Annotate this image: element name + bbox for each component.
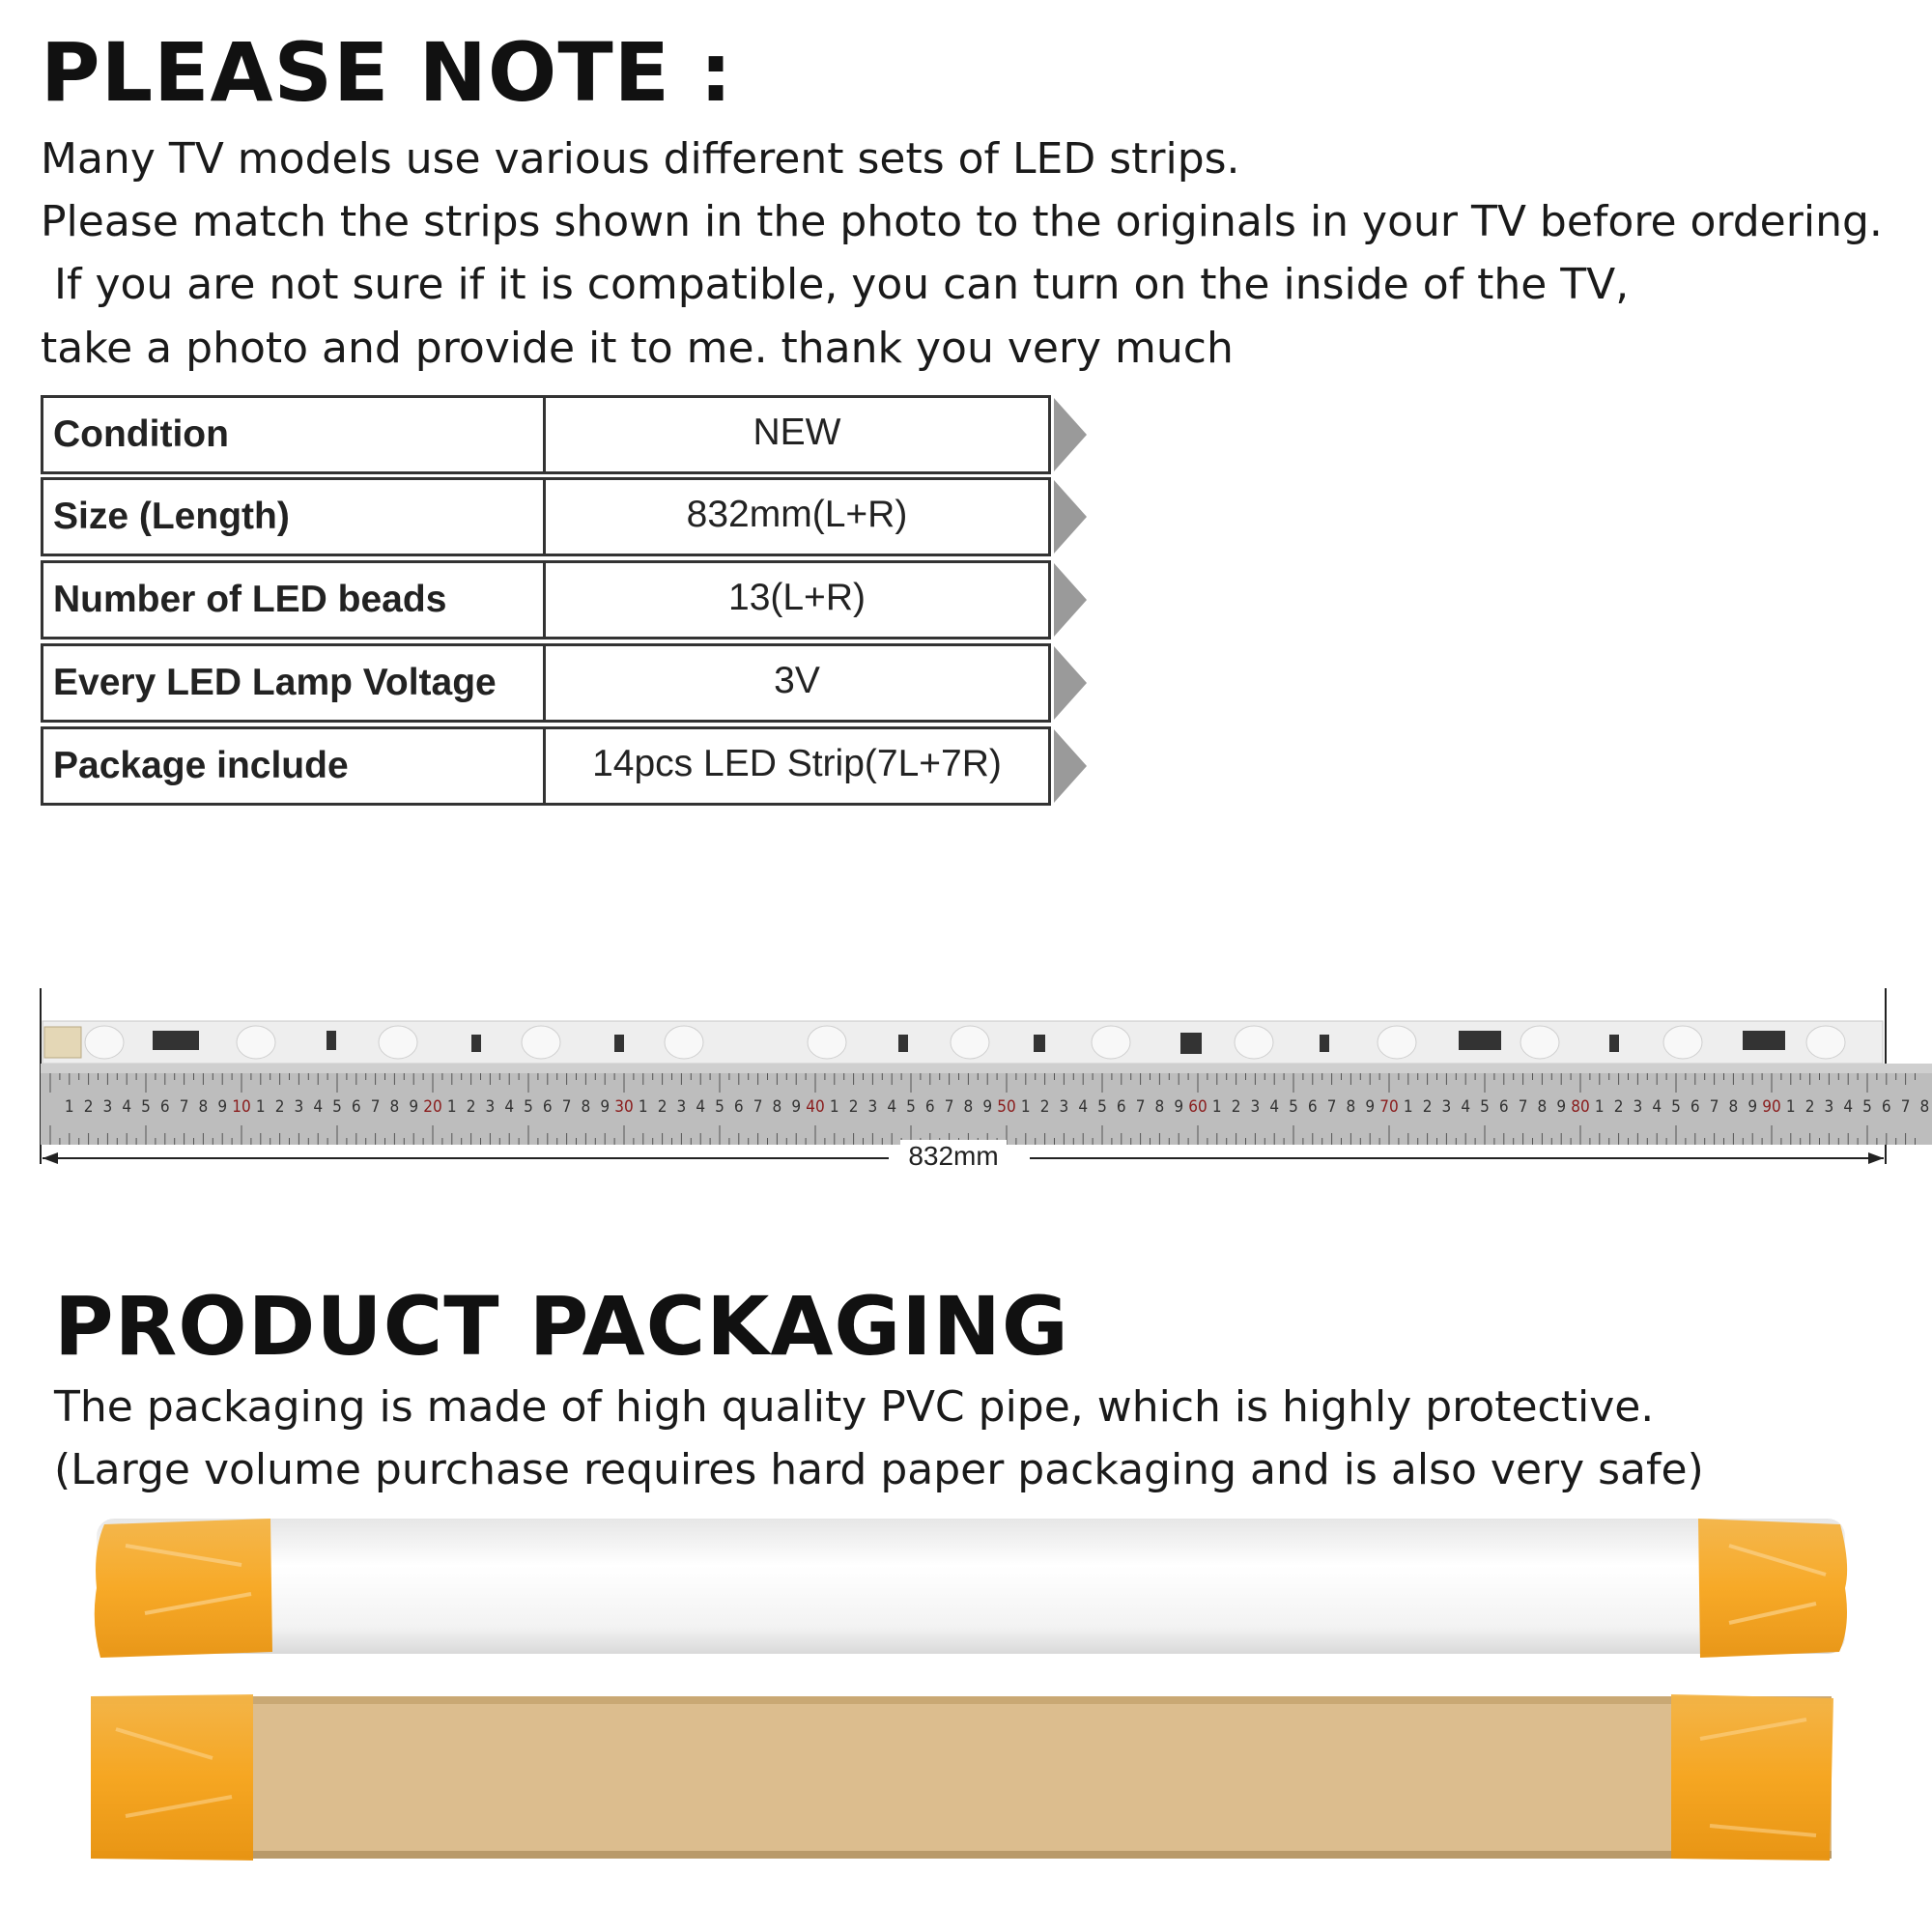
led-lens — [1520, 1026, 1559, 1059]
packaging-photos — [0, 1507, 1932, 1893]
ruler-number: 3 — [1633, 1097, 1643, 1117]
ruler-number: 2 — [1231, 1097, 1241, 1117]
ruler-number: 4 — [1078, 1097, 1089, 1117]
ruler-number: 9 — [1365, 1097, 1376, 1117]
ruler-number: 3 — [485, 1097, 496, 1117]
ruler-highlight — [41, 1064, 1932, 1073]
ruler-number: 1 — [1020, 1097, 1031, 1117]
led-lens — [665, 1026, 703, 1059]
ruler-number: 3 — [1824, 1097, 1834, 1117]
ruler-number-tens: 40 — [806, 1097, 825, 1117]
row-arrow-icon — [1054, 646, 1087, 720]
ruler-number-tens: 30 — [614, 1097, 634, 1117]
ruler-number: 7 — [1135, 1097, 1146, 1117]
ruler-number: 2 — [1039, 1097, 1050, 1117]
led-lens — [85, 1026, 124, 1059]
packaging-line-2: (Large volume purchase requires hard paper packaging and is also very safe) — [54, 1445, 1704, 1494]
tube-tape-right — [1698, 1519, 1847, 1658]
ruler-number: 5 — [1289, 1097, 1298, 1117]
ruler-number: 9 — [791, 1097, 802, 1117]
ruler-number: 2 — [1613, 1097, 1624, 1117]
ruler-number: 8 — [1919, 1097, 1930, 1117]
led-lens — [1378, 1026, 1416, 1059]
ruler-number-tens: 70 — [1379, 1097, 1399, 1117]
ruler-number: 9 — [1747, 1097, 1758, 1117]
ruler-number: 1 — [64, 1097, 74, 1117]
ruler-number: 6 — [351, 1097, 361, 1117]
strip-component — [1320, 1035, 1329, 1052]
ruler-number-tens: 80 — [1571, 1097, 1590, 1117]
ruler-number: 8 — [1537, 1097, 1548, 1117]
ruler-number: 6 — [733, 1097, 744, 1117]
spec-label: Every LED Lamp Voltage — [41, 643, 555, 723]
ruler-number: 2 — [848, 1097, 859, 1117]
ruler-number: 1 — [446, 1097, 457, 1117]
ruler-number-tens: 20 — [423, 1097, 442, 1117]
note-line-3: If you are not sure if it is compatible, you can turn on the inside of the TV, — [41, 260, 1630, 309]
packaging-line-1: The packaging is made of high quality PVC pipe, which is highly protective. — [54, 1382, 1655, 1432]
ruler-number: 4 — [1461, 1097, 1471, 1117]
ruler-number: 6 — [1498, 1097, 1509, 1117]
ruler-number: 3 — [1250, 1097, 1261, 1117]
led-lens — [1235, 1026, 1273, 1059]
ruler-number-tens: 10 — [232, 1097, 251, 1117]
ruler-number: 3 — [1441, 1097, 1452, 1117]
ruler-number: 1 — [1211, 1097, 1222, 1117]
ruler-number: 7 — [1709, 1097, 1719, 1117]
ruler-number: 3 — [294, 1097, 304, 1117]
ruler-number: 6 — [1116, 1097, 1126, 1117]
ruler-number: 8 — [389, 1097, 400, 1117]
ruler-number: 7 — [370, 1097, 381, 1117]
ruler-number: 9 — [600, 1097, 611, 1117]
led-lens — [808, 1026, 846, 1059]
ruler-number: 6 — [159, 1097, 170, 1117]
ruler-number: 1 — [1594, 1097, 1605, 1117]
spec-row-voltage — [41, 643, 1094, 723]
ruler-number: 5 — [1671, 1097, 1681, 1117]
spec-label: Size (Length) — [41, 477, 555, 556]
strip-component — [1180, 1033, 1202, 1054]
ruler-number: 4 — [887, 1097, 897, 1117]
row-arrow-icon — [1054, 398, 1087, 471]
row-arrow-icon — [1054, 563, 1087, 637]
spec-value: 3V — [543, 643, 1051, 723]
strip-component — [1034, 1035, 1045, 1052]
ruler-number: 2 — [1804, 1097, 1815, 1117]
ruler-number: 7 — [179, 1097, 189, 1117]
note-line-2: Please match the strips shown in the photo to the originals in your TV before ordering. — [41, 197, 1883, 246]
ruler-number: 5 — [332, 1097, 342, 1117]
kraft-box-image — [91, 1694, 1833, 1861]
led-lens — [951, 1026, 989, 1059]
spec-value: 13(L+R) — [543, 560, 1051, 639]
led-lens — [1663, 1026, 1702, 1059]
ruler-number: 6 — [924, 1097, 935, 1117]
note-line-4: take a photo and provide it to me. thank you very much — [41, 324, 1234, 373]
kraft-box-edge-bottom — [91, 1851, 1832, 1859]
spec-row-led-beads — [41, 560, 1094, 639]
pvc-tube — [97, 1519, 1845, 1654]
product-packaging-heading: PRODUCT PACKAGING — [54, 1279, 1069, 1374]
led-lens — [1092, 1026, 1130, 1059]
note-line-1: Many TV models use various different sets of LED strips. — [41, 134, 1240, 184]
spec-label: Number of LED beads — [41, 560, 555, 639]
ruler-number: 7 — [1326, 1097, 1337, 1117]
ruler-number: 9 — [1174, 1097, 1184, 1117]
led-lens — [237, 1026, 275, 1059]
ruler-number: 7 — [561, 1097, 572, 1117]
ruler-number: 7 — [944, 1097, 954, 1117]
spec-row-size — [41, 477, 1094, 556]
strip-component — [327, 1031, 336, 1050]
strip-component — [153, 1031, 199, 1050]
ruler-number: 8 — [963, 1097, 974, 1117]
ruler-number: 4 — [696, 1097, 706, 1117]
ruler-number: 9 — [217, 1097, 228, 1117]
ruler-number: 1 — [1403, 1097, 1413, 1117]
ruler-number: 2 — [657, 1097, 668, 1117]
ruler-number: 4 — [1269, 1097, 1280, 1117]
box-tape-left — [91, 1694, 253, 1861]
ruler-number: 6 — [1690, 1097, 1700, 1117]
pvc-tube-image — [95, 1519, 1847, 1658]
ruler-number: 4 — [122, 1097, 132, 1117]
arrow-left-icon — [43, 1152, 58, 1164]
ruler-number: 8 — [1346, 1097, 1356, 1117]
row-arrow-icon — [1054, 480, 1087, 554]
ruler-number: 5 — [1862, 1097, 1872, 1117]
ruler-number: 2 — [83, 1097, 94, 1117]
spec-value: 832mm(L+R) — [543, 477, 1051, 556]
ruler-number: 8 — [772, 1097, 782, 1117]
ruler-number: 4 — [1843, 1097, 1854, 1117]
ruler-number: 6 — [542, 1097, 553, 1117]
ruler-number: 5 — [524, 1097, 533, 1117]
led-lens — [1806, 1026, 1845, 1059]
kraft-box — [91, 1696, 1832, 1859]
ruler-number: 8 — [1728, 1097, 1739, 1117]
spec-row-condition — [41, 395, 1094, 474]
led-lens — [379, 1026, 417, 1059]
led-lens — [522, 1026, 560, 1059]
spec-value: NEW — [543, 395, 1051, 474]
spec-row-package — [41, 726, 1094, 806]
ruler-number: 6 — [1881, 1097, 1891, 1117]
ruler-number: 1 — [829, 1097, 839, 1117]
ruler-number: 8 — [198, 1097, 209, 1117]
ruler-number-tens: 50 — [997, 1097, 1016, 1117]
ruler-number: 7 — [1900, 1097, 1911, 1117]
ruler-number-tens: 90 — [1762, 1097, 1781, 1117]
strip-component — [614, 1035, 624, 1052]
ruler-number: 7 — [753, 1097, 763, 1117]
ruler-number: 9 — [1556, 1097, 1567, 1117]
length-dimension-label: 832mm — [900, 1140, 1007, 1173]
ruler-number: 2 — [466, 1097, 476, 1117]
ruler-number: 4 — [313, 1097, 324, 1117]
strip-component — [1459, 1031, 1501, 1050]
ruler-number: 5 — [1480, 1097, 1490, 1117]
strip-component — [898, 1035, 908, 1052]
ruler-number-tens: 60 — [1188, 1097, 1208, 1117]
ruler-number: 2 — [274, 1097, 285, 1117]
ruler-number: 5 — [715, 1097, 724, 1117]
spec-label: Condition — [41, 395, 555, 474]
strip-component — [1609, 1035, 1619, 1052]
ruler-number: 3 — [867, 1097, 878, 1117]
ruler-number: 5 — [906, 1097, 916, 1117]
ruler-number: 1 — [638, 1097, 648, 1117]
ruler-number: 3 — [102, 1097, 113, 1117]
kraft-box-edge-top — [91, 1696, 1832, 1704]
strip-component — [471, 1035, 481, 1052]
ruler-number: 5 — [141, 1097, 151, 1117]
strip-connector — [44, 1027, 81, 1058]
strip-component — [1743, 1031, 1785, 1050]
ruler-number: 9 — [982, 1097, 993, 1117]
row-arrow-icon — [1054, 729, 1087, 803]
ruler-number: 1 — [255, 1097, 266, 1117]
spec-value: 14pcs LED Strip(7L+7R) — [543, 726, 1051, 806]
arrow-right-icon — [1868, 1152, 1884, 1164]
ruler-number: 9 — [409, 1097, 419, 1117]
ruler-number: 8 — [581, 1097, 591, 1117]
ruler-number: 5 — [1097, 1097, 1107, 1117]
ruler-number: 7 — [1518, 1097, 1528, 1117]
ruler-number: 1 — [1785, 1097, 1796, 1117]
spec-label: Package include — [41, 726, 555, 806]
ruler-number: 3 — [1059, 1097, 1069, 1117]
ruler-number: 6 — [1307, 1097, 1318, 1117]
ruler-number: 4 — [504, 1097, 515, 1117]
ruler-number: 4 — [1652, 1097, 1662, 1117]
ruler-number: 3 — [676, 1097, 687, 1117]
ruler-number: 2 — [1422, 1097, 1433, 1117]
ruler-number: 8 — [1154, 1097, 1165, 1117]
tube-tape-left — [95, 1519, 272, 1658]
please-note-heading: PLEASE NOTE : — [41, 25, 733, 120]
